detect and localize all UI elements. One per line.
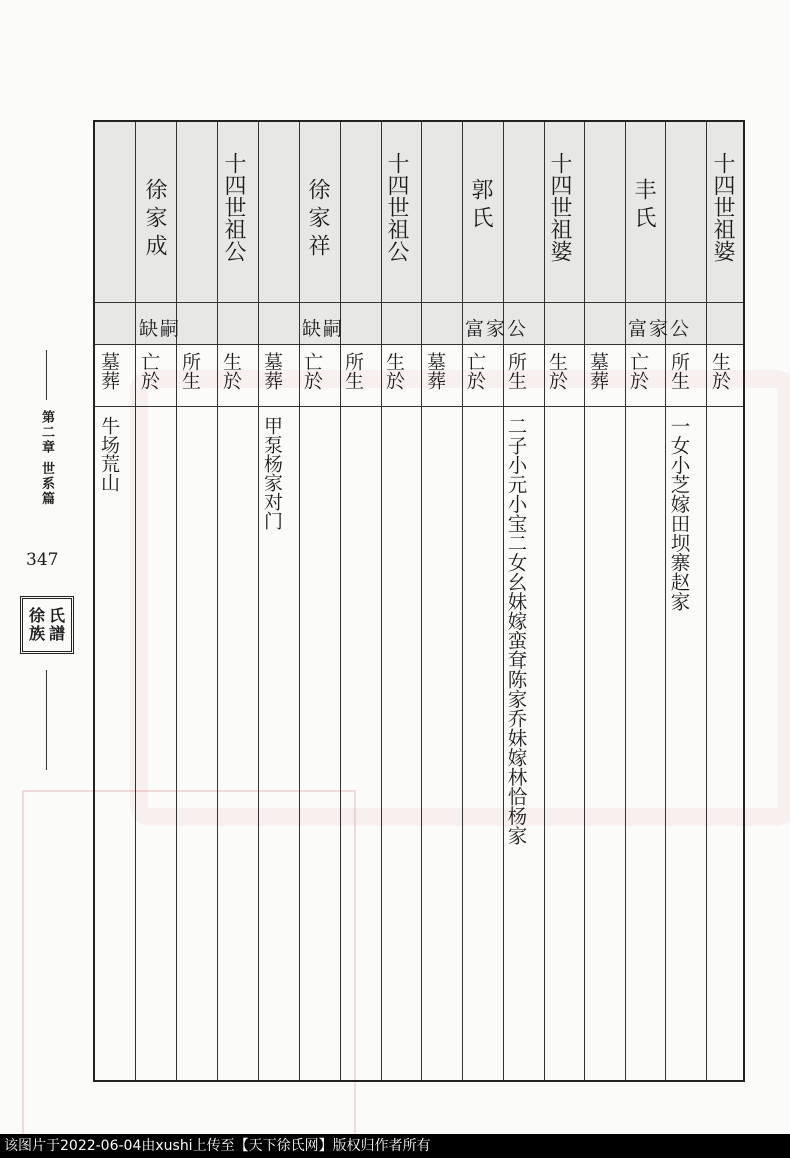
column-divider bbox=[381, 122, 382, 1080]
upload-notice: 该图片于2022-06-04由xushi上传至【天下徐氏网】版权归作者所有 bbox=[0, 1134, 790, 1158]
field-label-born: 生於 bbox=[220, 352, 242, 390]
field-label-offspring: 所生 bbox=[342, 352, 364, 390]
field-label-born: 生於 bbox=[546, 352, 568, 390]
row-divider bbox=[95, 344, 743, 345]
column-divider bbox=[135, 122, 136, 1080]
genealogy-logo: 徐 氏 族 譜 bbox=[20, 596, 74, 654]
side-margin bbox=[14, 350, 78, 770]
generation-label: 十四世祖婆 bbox=[710, 152, 735, 262]
field-label-born: 生於 bbox=[383, 352, 405, 390]
side-divider bbox=[46, 670, 47, 770]
field-label-died: 亡於 bbox=[464, 352, 486, 390]
field-label-died: 亡於 bbox=[301, 352, 323, 390]
column-divider bbox=[503, 122, 504, 1080]
column-divider bbox=[176, 122, 177, 1080]
page-number: 347 bbox=[26, 550, 59, 570]
offspring-value: 二子小元小宝二女幺妹嫁蛮耷陈家乔妹嫁林恰杨家 bbox=[504, 416, 528, 845]
field-label-offspring: 所生 bbox=[179, 352, 201, 390]
column-divider bbox=[665, 122, 666, 1080]
chapter-title: 第二章 世系篇 bbox=[39, 410, 54, 507]
field-label-died: 亡於 bbox=[138, 352, 160, 390]
field-label-born: 生於 bbox=[709, 352, 731, 390]
column-divider bbox=[544, 122, 545, 1080]
column-divider bbox=[706, 122, 707, 1080]
field-label-burial: 墓葬 bbox=[261, 352, 283, 390]
burial-value: 牛场荒山 bbox=[98, 416, 120, 492]
entry-divider bbox=[421, 122, 422, 1080]
offspring-value: 一女小芝嫁田坝寨赵家 bbox=[667, 416, 691, 611]
row-divider bbox=[95, 406, 743, 407]
family-status: 缺嗣 bbox=[139, 318, 182, 340]
column-divider bbox=[462, 122, 463, 1080]
field-label-burial: 墓葬 bbox=[98, 352, 120, 390]
family-status: 富家公 bbox=[628, 318, 692, 340]
generation-label: 十四世祖公 bbox=[384, 152, 409, 262]
generation-label: 十四世祖婆 bbox=[547, 152, 572, 262]
person-name: 丰氏 bbox=[631, 178, 656, 234]
family-status: 缺嗣 bbox=[302, 318, 345, 340]
field-label-offspring: 所生 bbox=[505, 352, 527, 390]
field-label-offspring: 所生 bbox=[668, 352, 690, 390]
column-divider bbox=[299, 122, 300, 1080]
person-name: 徐家祥 bbox=[305, 178, 330, 262]
generation-label: 十四世祖公 bbox=[221, 152, 246, 262]
person-name: 郭氏 bbox=[468, 178, 493, 234]
field-label-burial: 墓葬 bbox=[587, 352, 609, 390]
field-label-died: 亡於 bbox=[627, 352, 649, 390]
column-divider bbox=[217, 122, 218, 1080]
entry-divider bbox=[258, 122, 259, 1080]
genealogy-table bbox=[93, 120, 745, 1082]
person-name: 徐家成 bbox=[142, 178, 167, 262]
field-label-burial: 墓葬 bbox=[424, 352, 446, 390]
column-divider bbox=[340, 122, 341, 1080]
row-divider bbox=[95, 302, 743, 303]
family-status: 富家公 bbox=[465, 318, 529, 340]
side-divider bbox=[46, 350, 47, 400]
column-divider bbox=[625, 122, 626, 1080]
burial-value: 甲泵杨家对门 bbox=[261, 416, 283, 530]
entry-divider bbox=[584, 122, 585, 1080]
